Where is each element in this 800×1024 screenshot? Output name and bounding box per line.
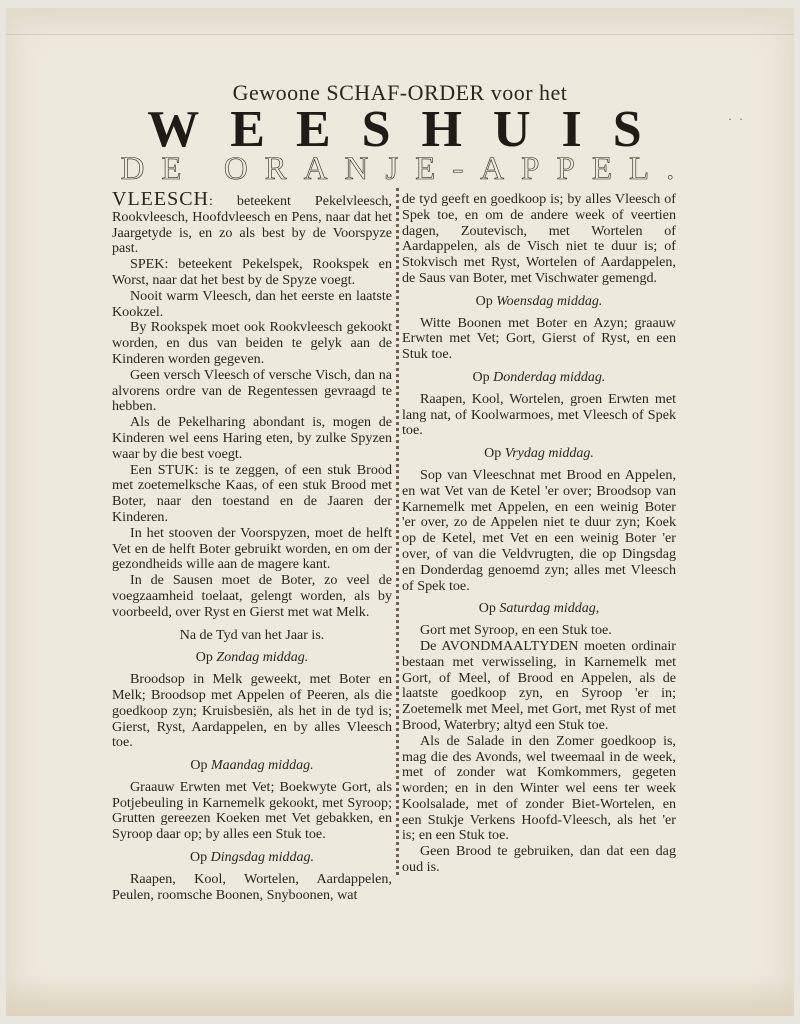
paragraph-brood: Geen Brood te gebruiken, dan dat een dag oud is. <box>402 843 676 876</box>
heading-zondag-day: Zondag middag. <box>216 650 309 666</box>
heading-woensdag-day: Woensdag middag. <box>496 293 603 309</box>
title-weeshuis: WEESHUIS <box>147 101 673 158</box>
paragraph-warm-vleesch: Nooit warm Vleesch, dan het eerste en laatste Kookzel. <box>112 287 392 320</box>
left-column <box>112 188 392 903</box>
paragraph-stuk: Een STUK: is te zeggen, of een stuk Brood met zoetemelksche Kaas, of een stuk Brood met Boter, naar den toestand en de Jaaren der Kinderen. <box>112 461 392 525</box>
heading-donderdag <box>402 370 676 386</box>
paragraph-zondag: Broodsop in Melk geweekt, met Boter en Melk; Broodsop met Appelen of Peeren, als die goedkoop zyn; Kruisbesiën, als het in de tyd is; Gierst, Ryst, Aardappelen, en by alles Vleesch toe. <box>112 671 392 751</box>
paragraph-donderdag: Raapen, Kool, Wortelen, groen Erwten met lang nat, of Koolwarmoes, met Vleesch of Spek toe. <box>402 390 676 439</box>
heading-maandag-prefix: Op <box>190 758 208 774</box>
paragraph-vleesch <box>112 188 392 257</box>
paragraph-salade: Als de Salade in den Zomer goedkoop is, mag die des Avonds, wel tweemaal in de week, met of zonder wat Komkommers, gegeten worden; en in den Winter wel eens ter week Koolsalade, met of zonder Biet-Wortelen, en een Stukje Verkens Hoofd-Vleesch, als het 'er is; en een Stuk toe. <box>402 732 676 844</box>
heading-vrydag-prefix: Op <box>484 446 502 462</box>
heading-saturdag <box>402 601 676 617</box>
heading-woensdag-prefix: Op <box>475 293 493 309</box>
heading-dingsdag-day: Dingsdag middag. <box>210 850 315 866</box>
heading-vrydag <box>402 446 676 462</box>
paragraph-sausen: In de Sausen moet de Boter, zo veel de voegzaamheid toelaat, gelengt worden, als by voorbeeld, over Ryst en Gierst met wat Melk. <box>112 572 392 620</box>
paragraph-vrydag: Sop van Vleeschnat met Brood en Appelen, en wat Vet van de Ketel 'er over; Broodsop van Karnemelk met Appelen, en een weinig Boter 'er over, zo de Appelen niet te duur zyn; Koek op de Ketel, met Vet en een weinig Boter 'er over, of van die Veldvrugten, die op Dingsdag en Donderdag genoemd zyn; alles met Vleesch of Spek toe. <box>402 466 676 594</box>
right-column <box>402 192 676 876</box>
column-divider <box>396 188 399 878</box>
paragraph-avondmaaltyden <box>402 639 676 734</box>
paragraph-pekelharing: Als de Pekelharing abondant is, mogen de Kinderen wel eens Haring eten, by zulke Spyzen waar by die best voegt. <box>112 414 392 462</box>
paragraph-versch: Geen versch Vleesch of versche Visch, dan na alvorens ordre van de Regentessen gevraagd te hebben. <box>112 366 392 415</box>
heading-vrydag-day: Vrydag middag. <box>504 446 594 462</box>
paragraph-rookspek: By Rookspek moet ook Rookvleesch gekookt worden, en dus van beiden te gelyk aan de Kinderen worden gegeven. <box>112 319 392 367</box>
heading-maandag-day: Maandag middag. <box>210 758 314 774</box>
heading-donderdag-day: Donderdag middag. <box>493 369 606 385</box>
paragraph-woensdag: Witte Boonen met Boter en Azyn; graauw Erwten met Vet; Gort, Gierst of Ryst, en een Stuk toe. <box>402 314 676 363</box>
paragraph-stooven: In het stooven der Voorspyzen, moet de helft Vet en de helft Boter gebruikt worden, en om der gezondheids wille aan de magere kant. <box>112 524 392 573</box>
heading-zondag <box>112 650 392 666</box>
paragraph-maandag: Graauw Erwten met Vet; Boekwyte Gort, als Potjebeuling in Karnemelk gekookt, met Syroop; Grutten gereezen Koeken met Vet gebakken, en Syroop daar op; by alles een Stuk toe. <box>112 778 392 843</box>
heading-maandag <box>112 758 392 774</box>
heading-zondag-prefix: Op <box>195 650 213 666</box>
ink-specks: · · <box>728 112 745 126</box>
heading-saturdag-prefix: Op <box>478 601 496 617</box>
title-line-1: Gewoone SCHAF-ORDER voor het <box>232 80 568 105</box>
paragraph-spek: SPEK: beteekent Pekelspek, Rookspek en Worst, naar dat het best by de Spyze voegt. <box>112 256 392 288</box>
title-oranje-appel: DE ORANJE-APPEL. <box>120 151 692 187</box>
heading-dingsdag-prefix: Op <box>189 850 208 866</box>
avondmaaltyden-lead: De AVONDMAALTYDEN <box>420 637 579 654</box>
paragraph-vleesch-text: : beteekent Pekelvleesch, Rookvleesch, Hoofdvleesch en Pens, naar dat het Jaargetyde is, en zo als best by de Voorspyze past. <box>112 193 392 257</box>
paragraph-dingsdag: Raapen, Kool, Wortelen, Aardappelen, Peulen, roomsche Boonen, Snyboonen, wat <box>112 870 392 903</box>
heading-woensdag <box>402 294 676 310</box>
paragraph-dingsdag-cont: de tyd geeft en goedkoop is; by alles Vleesch of Spek toe, en om de andere week of veertien dagen, Zoutevisch, met Wortelen of Aardappelen, als de Visch niet te duur is; of Stokvisch met Ryst, Wortelen of Aardappelen, de Saus van Boter, met Vischwater gemengd. <box>402 191 676 286</box>
paragraph-saturdag: Gort met Syroop, en een Stuk toe. <box>420 622 612 639</box>
fold-line <box>6 34 794 35</box>
heading-tyd-van-jaar: Na de Tyd van het Jaar is. <box>179 627 325 643</box>
heading-saturdag-day: Saturdag middag, <box>499 601 600 617</box>
avondmaaltyden-text: moeten ordinair bestaan met verwisseling, in Karnemelk met Gort, of Meel, of Brood en Appelen, als de laatste goedkoop zyn, en Syroop 'er in; Zoetemelk met Meel, met Gort, met Ryst of met Brood, Waterbry; altyd een Stuk toe. <box>402 637 676 733</box>
heading-donderdag-prefix: Op <box>472 369 490 385</box>
dropcap-vleesch: VLEESCH <box>112 188 209 210</box>
heading-dingsdag <box>112 850 392 866</box>
